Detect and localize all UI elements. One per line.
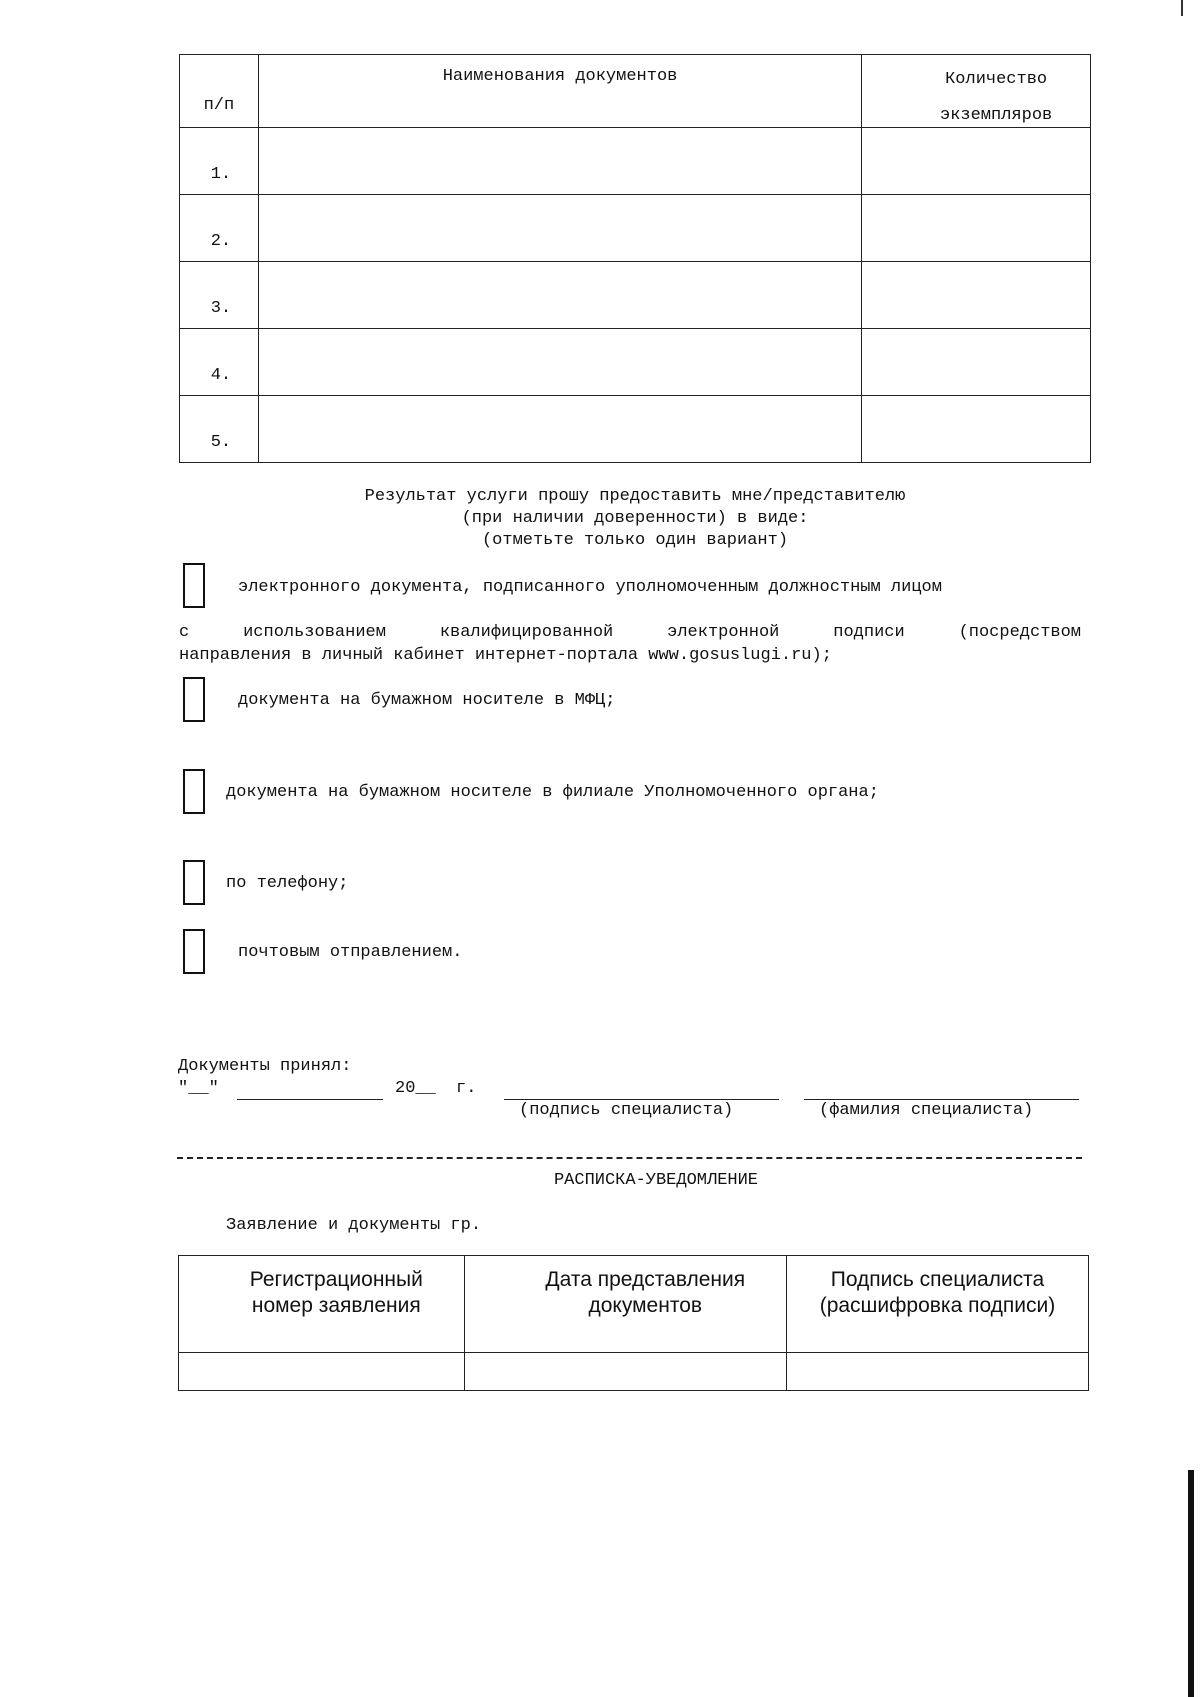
date-year-field[interactable]: 20__ (395, 1079, 436, 1098)
header-quantity: Количество экземпляров (862, 55, 1091, 128)
document-name-cell[interactable] (258, 329, 861, 396)
row-number-cell: 4. (180, 329, 259, 396)
documents-table (179, 54, 1091, 463)
receipt-intro: Заявление и документы гр. (226, 1216, 482, 1235)
option-electronic-label: электронного документа, подписанного уполномоченным должностным лицом (238, 578, 942, 597)
table-row (180, 329, 1091, 396)
option-electronic-continuation-line2: направления в личный кабинет интернет-портала www.gosuslugi.ru); (179, 646, 832, 665)
option-phone-label: по телефону; (226, 874, 349, 893)
date-month-line[interactable] (237, 1099, 383, 1100)
documents-table-header (180, 55, 1091, 128)
table-row (180, 262, 1091, 329)
table-row (180, 128, 1091, 195)
result-request-heading (179, 486, 1091, 552)
quantity-cell[interactable] (862, 195, 1091, 262)
header-document-name: Наименования документов (258, 55, 861, 128)
row-number-cell: 2. (180, 195, 259, 262)
option-mail-label: почтовым отправлением. (238, 943, 463, 962)
option-mfc-checkbox[interactable] (183, 677, 205, 722)
row-number-cell: 5. (180, 396, 259, 463)
option-electronic-continuation-line1: с использованием квалифицированной электронной подписи (посредством (179, 623, 1081, 642)
date-day-field[interactable]: "__" (178, 1079, 219, 1098)
table-row (180, 195, 1091, 262)
receipt-header-date: Дата представления документов (464, 1256, 786, 1353)
receipt-table-header (179, 1256, 1089, 1353)
receipt-reg-number-cell[interactable] (179, 1353, 465, 1391)
result-request-line3: (отметьте только один вариант) (481, 531, 789, 550)
table-row (180, 396, 1091, 463)
result-request-line1: Результат услуги прошу предоставить мне/представителю (364, 487, 906, 506)
document-name-cell[interactable] (258, 128, 861, 195)
table-row (179, 1353, 1089, 1391)
cut-line (177, 1157, 1082, 1159)
receipt-header-signature: Подпись специалиста (расшифровка подписи) (786, 1256, 1088, 1353)
receipt-title: РАСПИСКА-УВЕДОМЛЕНИЕ (553, 1171, 759, 1190)
date-year-suffix: г. (456, 1079, 477, 1098)
option-branch-label: документа на бумажном носителе в филиале Уполномоченного органа; (226, 783, 879, 802)
quantity-cell[interactable] (862, 329, 1091, 396)
signature-line[interactable] (504, 1099, 779, 1100)
row-number-cell: 1. (180, 128, 259, 195)
scan-edge-bar (1188, 1470, 1194, 1697)
option-mail-checkbox[interactable] (183, 929, 205, 974)
result-request-line2: (при наличии доверенности) в виде: (461, 509, 809, 528)
document-name-cell[interactable] (258, 396, 861, 463)
quantity-cell[interactable] (862, 128, 1091, 195)
signature-caption: (подпись специалиста) (519, 1101, 734, 1120)
quantity-cell[interactable] (862, 262, 1091, 329)
row-number-cell: 3. (180, 262, 259, 329)
scan-edge-mark (1181, 0, 1183, 16)
option-electronic-checkbox[interactable] (183, 563, 205, 608)
document-name-cell[interactable] (258, 262, 861, 329)
header-number: п/п (180, 55, 259, 128)
option-mfc-label: документа на бумажном носителе в МФЦ; (238, 691, 616, 710)
option-phone-checkbox[interactable] (183, 860, 205, 905)
option-branch-checkbox[interactable] (183, 769, 205, 814)
receipt-date-cell[interactable] (464, 1353, 786, 1391)
receipt-signature-cell[interactable] (786, 1353, 1088, 1391)
quantity-cell[interactable] (862, 396, 1091, 463)
receipt-header-reg-number: Регистрационный номер заявления (179, 1256, 465, 1353)
surname-caption: (фамилия специалиста) (819, 1101, 1034, 1120)
accepted-label: Документы принял: (178, 1057, 352, 1076)
surname-line[interactable] (804, 1099, 1079, 1100)
receipt-table (178, 1255, 1089, 1391)
document-name-cell[interactable] (258, 195, 861, 262)
